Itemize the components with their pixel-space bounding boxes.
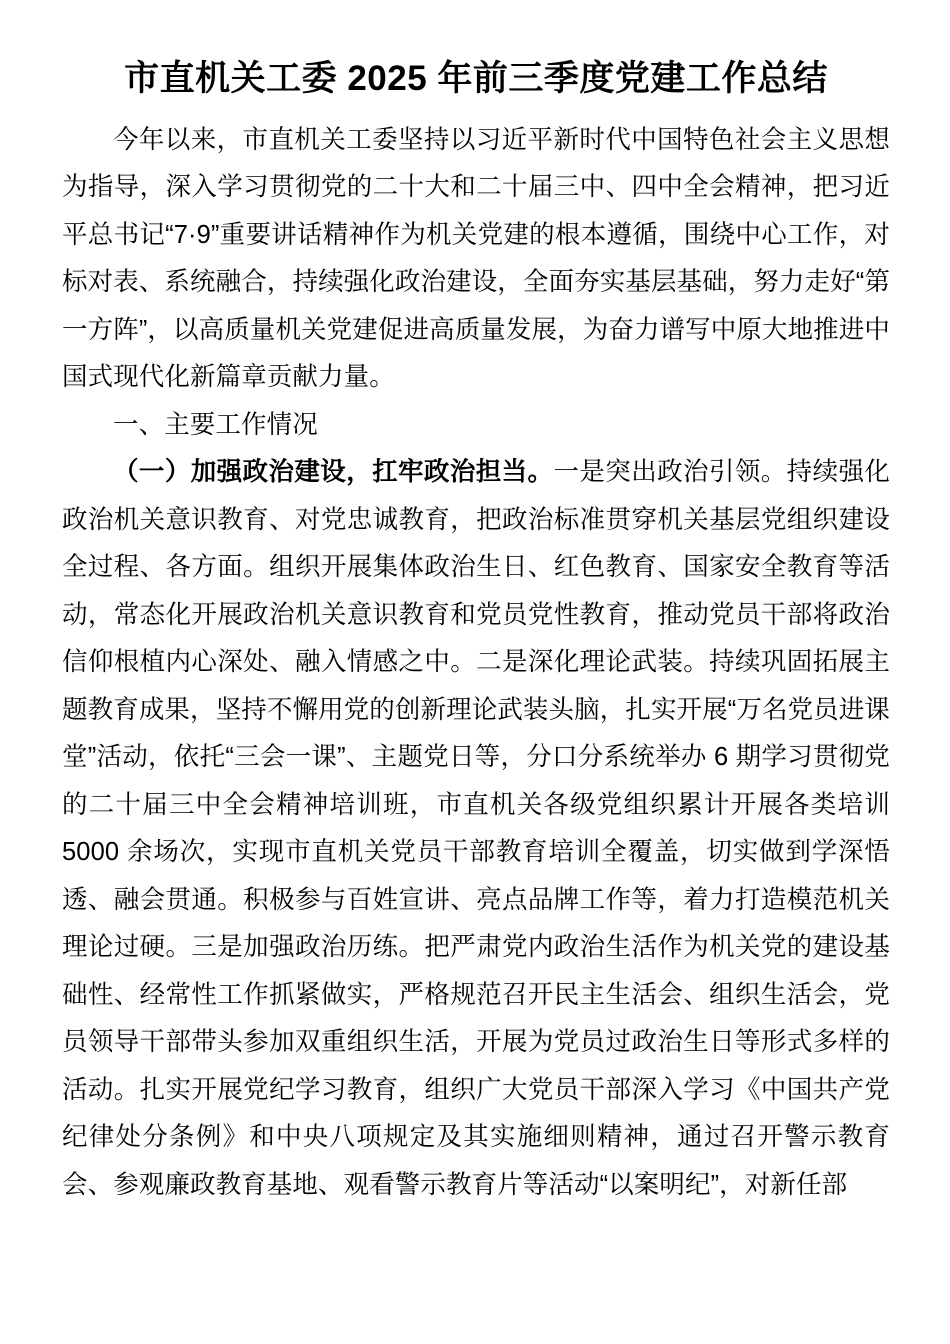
document-body <box>62 0 890 1209</box>
intro-paragraph: 今年以来，市直机关工委坚持以习近平新时代中国特色社会主义思想为指导，深入学习贯彻党的二十大和二十届三中、四中全会精神，把习近平总书记“7·9”重要讲话精神作为机关党建的根本遵循，围绕中心工作，对标对表、系统融合，持续强化政治建设，全面夯实基层基础，努力走好“第一方阵”，以高质量机关党建促进高质量发展，为奋力谱写中原大地推进中国式现代化新篇章贡献力量。 <box>62 125 890 392</box>
subsection-bold-lead: （一）加强政治建设，扛牢政治担当。 <box>113 458 554 487</box>
section-heading-main-work: 一、主要工作情况 <box>113 410 318 439</box>
subsection-body-text: 一是突出政治引领。持续强化政治机关意识教育、对党忠诚教育，把政治标准贯穿机关基层党组织建设全过程、各方面。组织开展集体政治生日、红色教育、国家安全教育等活动，常态化开展政治机关意识教育和党员党性教育，推动党员干部将政治信仰根植内心深处、融入情感之中。二是深化理论武装。持续巩固拓展主题教育成果，坚持不懈用党的创新理论武装头脑，扎实开展“万名党员进课堂”活动，依托“三会一课”、主题党日等，分口分系统举办 6 期学习贯彻党的二十届三中全会精神培训班，市直机关各级党组织累计开展各类培训 5000 余场次，实现市直机关党员干部教育培训全覆盖，切实做到学深悟透、融会贯通。积极参与百姓宣讲、亮点品牌工作等，着力打造模范机关理论过硬。三是加强政治历练。把严肃党内政治生活作为机关党的建设基础性、经常性工作抓紧做实，严格规范召开民主生活会、组织生活会，党员领导干部带头参加双重组织生活，开展为党员过政治生日等形式多样的活动。扎实开展党纪学习教育，组织广大党员干部深入学习《中国共产党纪律处分条例》和中央八项规定及其实施细则精神，通过召开警示教育会、参观廉政教育基地、观看警示教育片等活动“以案明纪”，对新任部 <box>62 458 890 1199</box>
subsection-paragraph-1 <box>62 449 890 1209</box>
document-title: 市直机关工委 2025 年前三季度党建工作总结 <box>124 59 828 98</box>
